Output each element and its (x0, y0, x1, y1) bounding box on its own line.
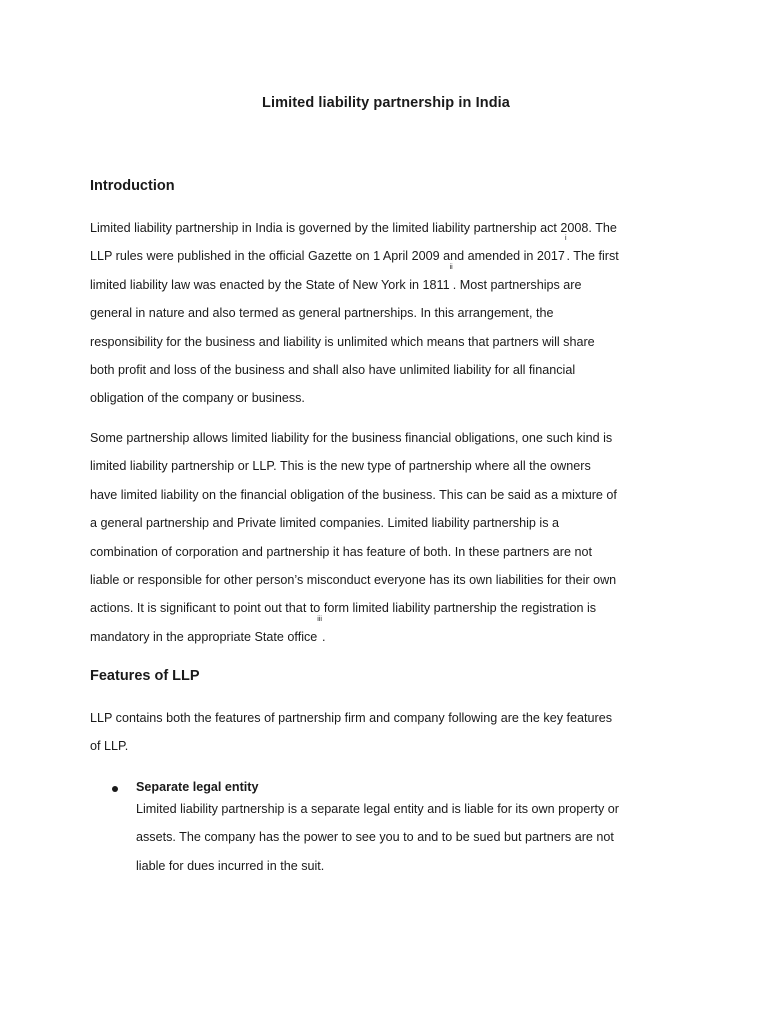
text-line: Limited liability partnership in India is governed by the limited liability partnership act 2008. The (90, 221, 617, 235)
text-line: LLP contains both the features of partnership firm and company following are the key features (90, 711, 613, 725)
text-line (90, 615, 682, 651)
footnote-marker: ii (449, 263, 453, 271)
introduction-paragraph-1 (90, 214, 682, 413)
text-line: general in nature and also termed as general partnerships. In this arrangement, the (90, 306, 554, 321)
text-segment: mandatory in the appropriate State office (90, 629, 318, 644)
bullet-body (136, 795, 619, 880)
text-line: have limited liability on the financial obligation of the business. This can be said as a mixture of (90, 487, 617, 502)
text-line: limited liability partnership or LLP. This is the new type of partnership where all the owners (90, 459, 591, 474)
text-line: liable for dues incurred in the suit. (136, 858, 325, 873)
text-line: actions. It is significant to point out that to form limited liability partnership the registration is (90, 601, 597, 616)
bullet-title: Separate legal entity (136, 780, 259, 794)
introduction-paragraph-2 (90, 424, 682, 651)
text-segment: . Most partnerships are (452, 277, 582, 292)
text-line: both profit and loss of the business and shall also have unlimited liability for all financial (90, 363, 576, 378)
introduction-heading: Introduction (90, 178, 175, 194)
bullet-icon (112, 786, 118, 792)
footnote-marker: iii (317, 615, 322, 623)
features-intro-paragraph (90, 704, 682, 761)
text-segment: LLP rules were published in the official Gazette on 1 April 2009 and amended in 2017 (90, 249, 565, 264)
text-line (90, 263, 682, 299)
text-line: obligation of the company or business. (90, 391, 305, 406)
document-title: Limited liability partnership in India (262, 95, 510, 111)
features-heading: Features of LLP (90, 668, 200, 684)
footnote-marker: i (564, 235, 567, 243)
text-line: assets. The company has the power to see you to and to be sued but partners are not (136, 830, 614, 845)
text-line: responsibility for the business and liability is unlimited which means that partners will share (90, 334, 595, 349)
text-segment: . The first (566, 249, 619, 264)
text-segment: limited liability law was enacted by the State of New York in 1811 (90, 277, 450, 292)
text-line: a general partnership and Private limited companies. Limited liability partnership is a (90, 516, 560, 531)
text-line: of LLP. (90, 739, 129, 754)
text-segment: . (321, 629, 326, 644)
text-line: Some partnership allows limited liability for the business financial obligations, one such kind is (90, 431, 613, 445)
text-line: liable or responsible for other person’s misconduct everyone has its own liabilities for their own (90, 573, 617, 588)
text-line: Limited liability partnership is a separate legal entity and is liable for its own property or (136, 802, 620, 816)
text-line: combination of corporation and partnership it has feature of both. In these partners are not (90, 544, 592, 559)
text-line (90, 235, 682, 270)
